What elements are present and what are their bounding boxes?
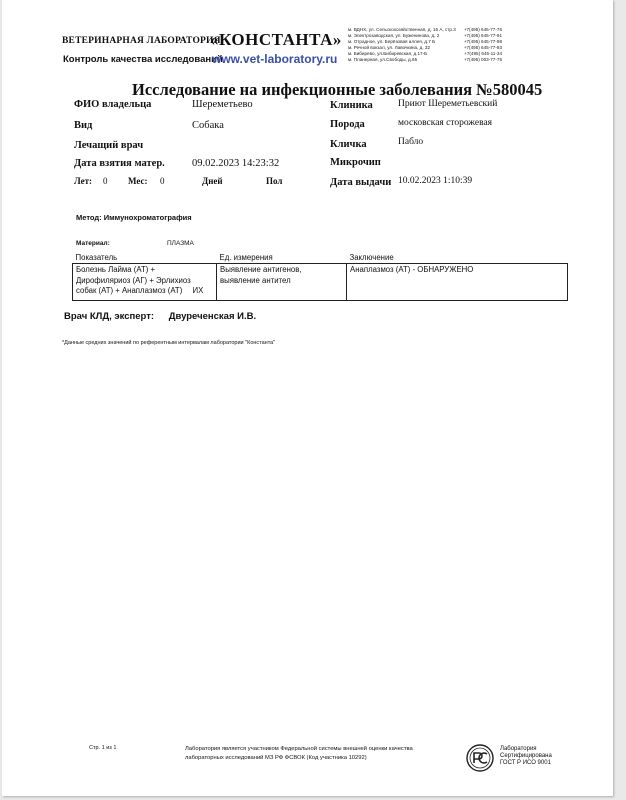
footnote: *Данные средних значений по референтным интервалам лаборатории "Константа" [62, 340, 276, 346]
document-page [2, 0, 613, 796]
material-value: ПЛАЗМА [167, 240, 194, 247]
lab-website: www.vet-laboratory.ru [212, 52, 338, 66]
doctor-name: Двуреченская И.В. [168, 311, 257, 322]
owner-value: Шереметьево [192, 99, 253, 110]
breed-value: московская сторожевая [398, 118, 493, 128]
sex-label: Пол [266, 176, 283, 186]
owner-label: ФИО владельца [74, 99, 152, 110]
address-item: м. Бибирево, ул.Бибиревская, д.17-Б [348, 50, 428, 56]
unit-line: выявление антител [220, 275, 291, 285]
phone-item: +7(495) 645-77-76 [463, 27, 502, 32]
date-taken-value: 09.02.2023 14:23:32 [192, 158, 280, 169]
address-item: м. Речной вокзал, ул. Лавочкина, д. 32 [348, 44, 430, 50]
indicator-line [76, 286, 213, 297]
footer-line: Лаборатория является участником Федеральной системы внешней оценки качества [185, 746, 413, 752]
header-unit: Ед. измерения [217, 252, 347, 264]
phone-list [462, 27, 502, 62]
lab-subtitle: Контроль качества исследований [63, 54, 223, 65]
lab-brand: «КОНСТАНТА» [210, 30, 342, 49]
cert-line: Лаборатория [500, 746, 537, 752]
issue-date-value: 10.02.2023 1:10:39 [398, 176, 473, 186]
indicator-cell [73, 264, 217, 301]
footer-line: лабораторных исследований МЗ РФ ФСВОК (Код участника 10292) [185, 754, 367, 761]
address-item: м. Отрадное, ул. Берёзовая аллея, д.7 Б [348, 38, 436, 44]
header-indicator: Показатель [73, 252, 217, 264]
material-label: Материал: [76, 240, 110, 247]
years-label: Лет: [74, 176, 93, 186]
microchip-label: Микрочип [330, 157, 381, 168]
phone-item: +7(495) 003-77-75 [463, 56, 502, 62]
header-conclusion: Заключение [347, 252, 568, 264]
address-item: м. Планерная, ул.Свободы, д.65 [348, 56, 418, 62]
table-header-row [73, 252, 568, 264]
issue-date-label: Дата выдачи [330, 177, 392, 188]
lab-name: ВЕТЕРИНАРНАЯ ЛАБОРАТОРИЯ [62, 36, 221, 46]
address-item: м. Электрозаводская, ул. Буженинова, д. 2 [348, 32, 440, 38]
certification-logo-icon [464, 742, 496, 774]
certification-text [500, 746, 552, 767]
phone-item: +7(495) 645-77-93 [463, 44, 502, 50]
months-value: 0 [160, 176, 165, 186]
years-value: 0 [103, 176, 108, 186]
indicator-line-text: собак (АТ) + Анаплазмоз (АТ) [76, 286, 183, 295]
document-title: Исследование на инфекционные заболевания №580045 [132, 80, 543, 99]
results-table [72, 252, 568, 301]
unit-cell [217, 264, 347, 301]
cert-line: ГОСТ Р ИСО 9001 [500, 760, 551, 766]
species-label: Вид [74, 120, 93, 131]
conclusion-cell: Анаплазмоз (АТ) - ОБНАРУЖЕНО [347, 264, 568, 301]
breed-label: Порода [330, 119, 365, 130]
footer-text [185, 745, 413, 762]
vet-label: Лечащий врач [74, 140, 144, 151]
table-row [73, 264, 568, 301]
indicator-suffix: ИХ [192, 286, 204, 295]
months-label: Мес: [128, 176, 148, 186]
clinic-value: Приют Шереметьевский [398, 99, 498, 109]
indicator-line: Дирофиляриоз (АГ) + Эрлихиоз [76, 275, 191, 285]
phone-item: +7(495) 645-77-91 [463, 32, 502, 38]
nickname-value: Пабло [398, 137, 424, 147]
address-item: м. ВДНХ, ул. Сельскохозяйственная, д. 16 А, стр.3 [348, 27, 456, 32]
doctor-signature-line [64, 311, 256, 322]
unit-line: Выявление антигенов, [220, 265, 302, 274]
page-number: Стр. 1 из 1 [89, 745, 117, 751]
species-value: Собака [192, 120, 224, 131]
indicator-line: Болезнь Лайма (АТ) + [76, 265, 156, 274]
clinic-label: Клиника [330, 100, 373, 111]
days-label: Дней [202, 176, 223, 186]
phone-item: +7(495) 645-77-98 [463, 38, 502, 44]
nickname-label: Кличка [330, 139, 367, 150]
address-list [348, 27, 456, 62]
phone-item: +7(495) 645-11-34 [464, 50, 502, 56]
method-text: Метод: Иммунохроматография [76, 213, 192, 222]
date-taken-label: Дата взятия матер. [74, 158, 165, 169]
doctor-label: Врач КЛД, эксперт: [64, 311, 155, 322]
cert-line: Сертифицирована [500, 753, 552, 759]
